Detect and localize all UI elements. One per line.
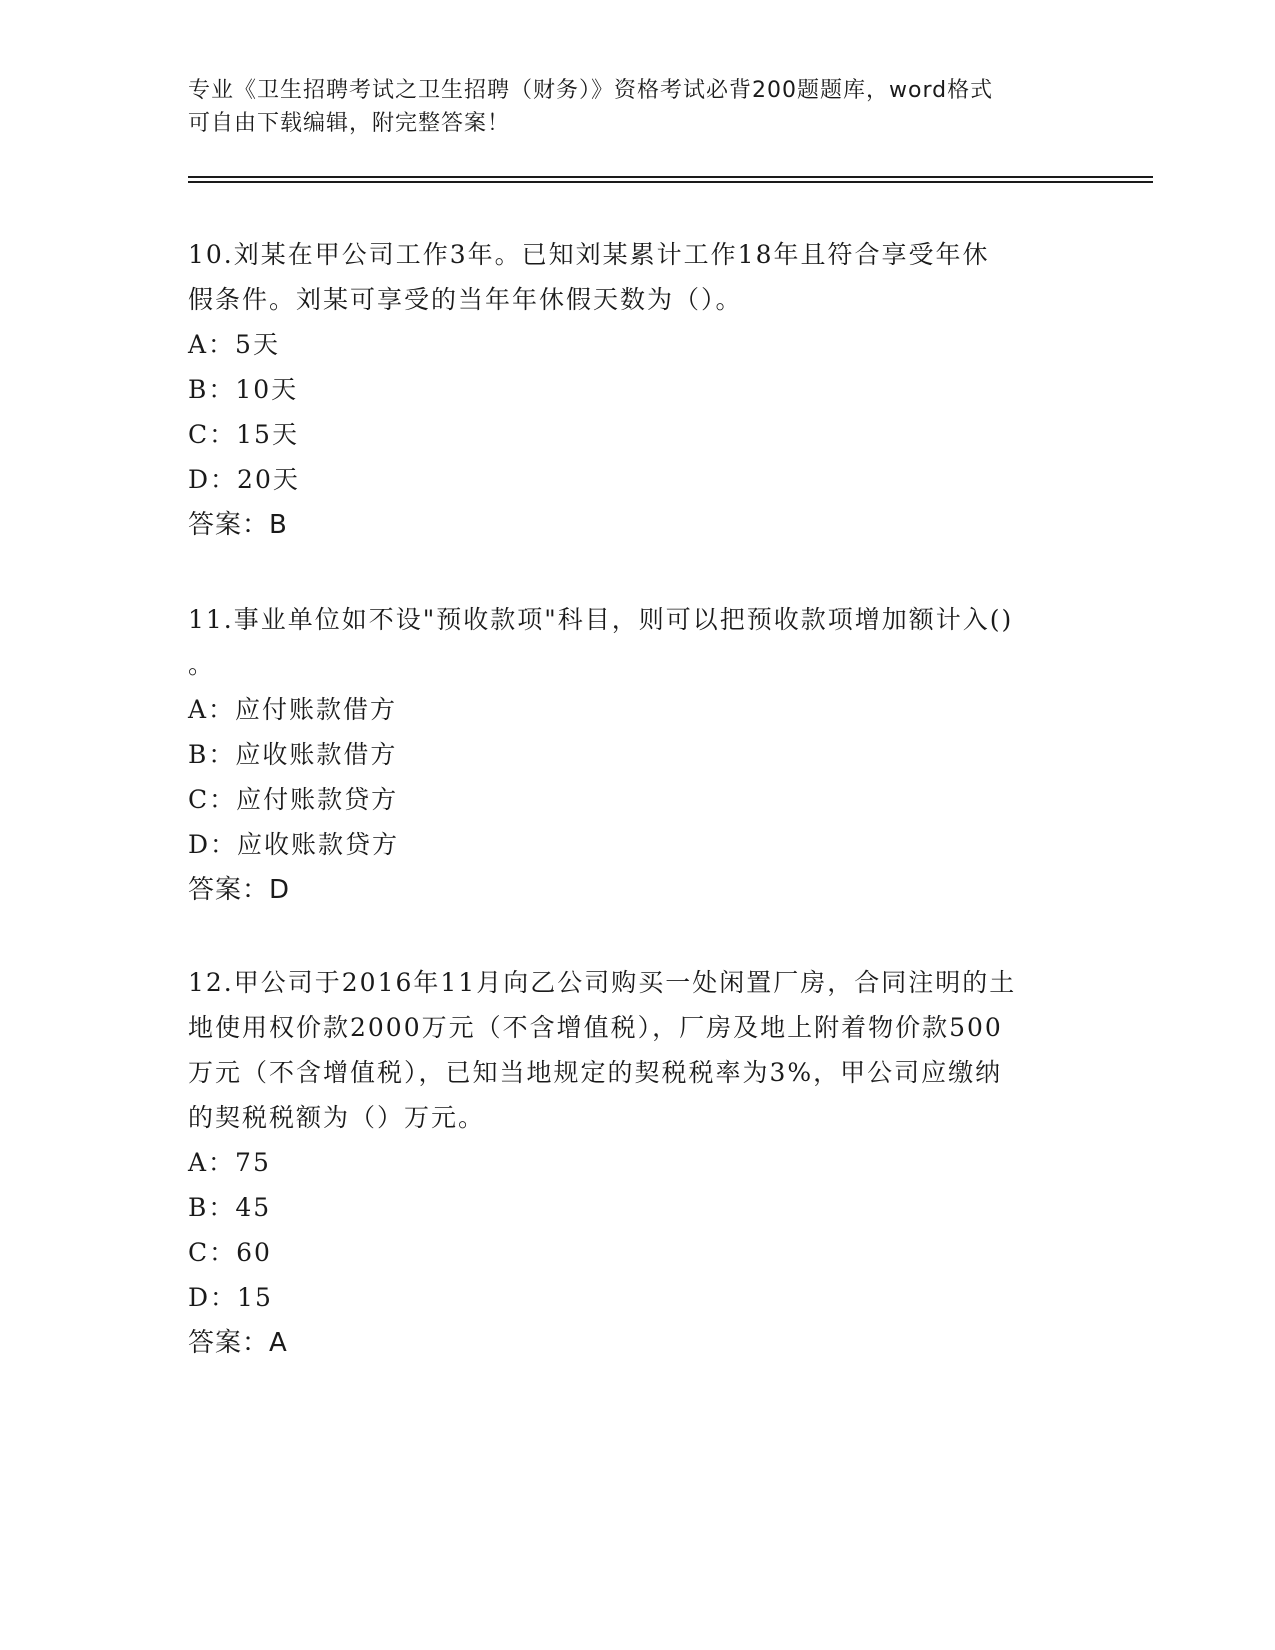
answer-line: 答案：D xyxy=(188,875,291,905)
option-d: D：15 xyxy=(188,1283,273,1312)
option-a: A：应付账款借方 xyxy=(188,695,398,724)
question-stem-line: 12.甲公司于2016年11月向乙公司购买一处闲置厂房，合同注明的土 xyxy=(188,968,1017,997)
question-stem xyxy=(188,960,1068,1140)
question-stem xyxy=(188,232,1068,322)
option-b: B：45 xyxy=(188,1193,272,1222)
header-divider-bottom xyxy=(188,181,1153,183)
option-a: A：75 xyxy=(188,1148,271,1177)
question-stem-line: 地使用权价款2000万元（不含增值税），厂房及地上附着物价款500 xyxy=(188,1013,1003,1042)
header-line-1: 专业《卫生招聘考试之卫生招聘（财务）》资格考试必背200题题库，word格式 xyxy=(188,78,994,103)
question-stem-line: 。 xyxy=(188,650,216,679)
question-stem-line: 11.事业单位如不设"预收款项"科目，则可以把预收款项增加额计入() xyxy=(188,605,1014,634)
question-stem xyxy=(188,597,1068,687)
header-divider-top xyxy=(188,176,1153,178)
option-b: B：10天 xyxy=(188,375,299,404)
answer-line: 答案：A xyxy=(188,1328,288,1358)
question-stem-line: 万元（不含增值税），已知当地规定的契税税率为3%，甲公司应缴纳 xyxy=(188,1058,1003,1087)
option-c: C：应付账款贷方 xyxy=(188,785,399,814)
option-d: D：20天 xyxy=(188,465,300,494)
question-12 xyxy=(188,960,1068,1366)
question-stem-line: 10.刘某在甲公司工作3年。已知刘某累计工作18年且符合享受年休 xyxy=(188,240,990,269)
option-c: C：15天 xyxy=(188,420,299,449)
answer-line: 答案：B xyxy=(188,510,288,540)
option-c: C：60 xyxy=(188,1238,272,1267)
header-line-2: 可自由下载编辑，附完整答案！ xyxy=(188,111,511,136)
question-stem-line: 的契税税额为（）万元。 xyxy=(188,1103,486,1132)
question-11 xyxy=(188,597,1068,913)
option-d: D：应收账款贷方 xyxy=(188,830,400,859)
question-10 xyxy=(188,232,1068,548)
question-stem-line: 假条件。刘某可享受的当年年休假天数为（）。 xyxy=(188,285,743,314)
document-header xyxy=(188,74,1088,140)
option-b: B：应收账款借方 xyxy=(188,740,398,769)
option-a: A：5天 xyxy=(188,330,280,359)
